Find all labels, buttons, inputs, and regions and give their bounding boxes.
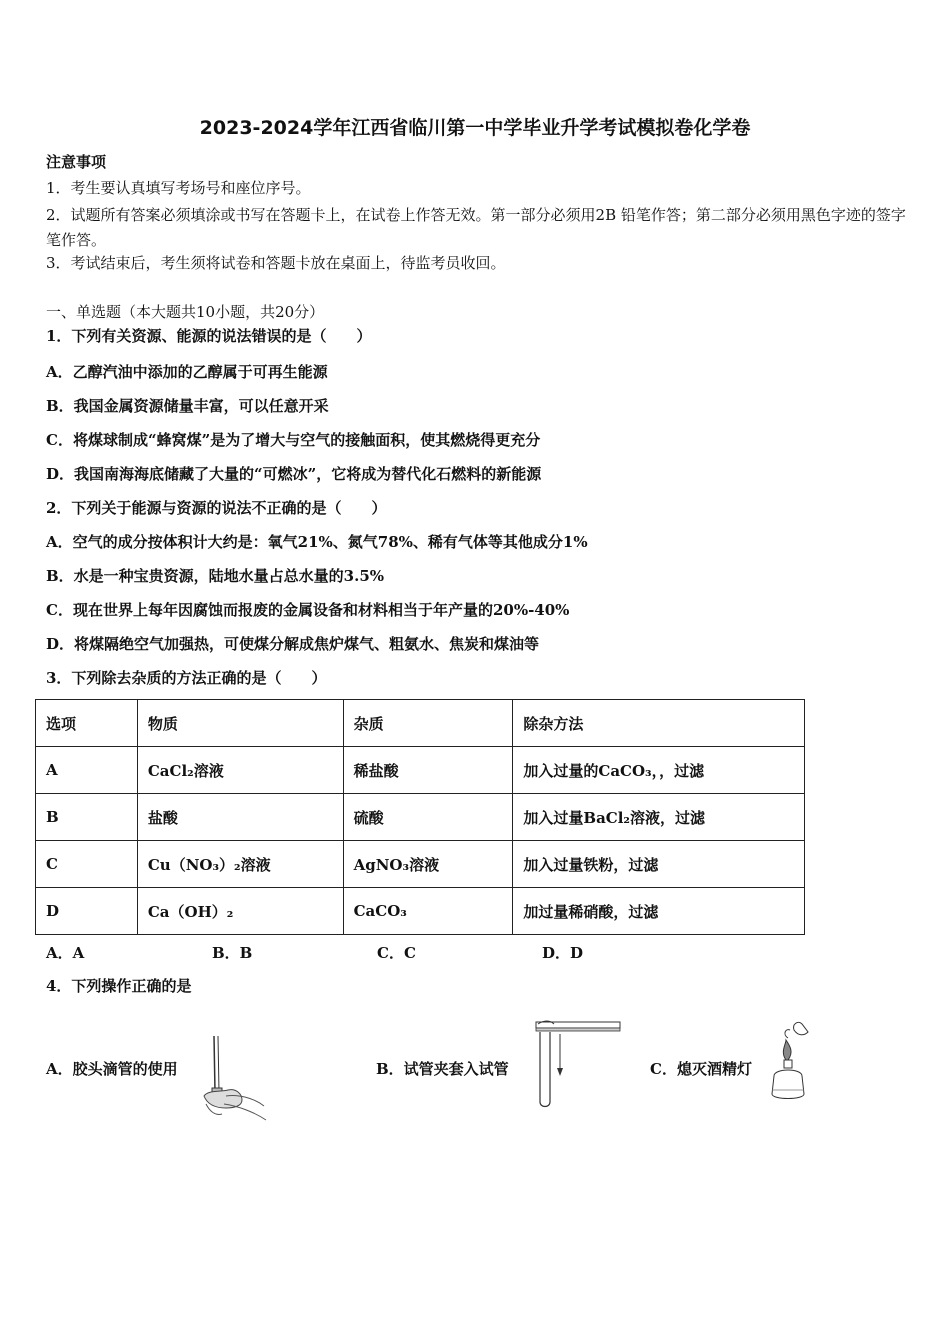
table-cell: 加入过量铁粉，过滤 bbox=[513, 841, 805, 888]
table-cell: A bbox=[36, 747, 138, 794]
table-row bbox=[36, 888, 805, 935]
test-tube-clamp-figure-icon bbox=[530, 1018, 625, 1110]
table-cell: 加入过量的CaCO₃，，过滤 bbox=[513, 747, 805, 794]
q1-option-d: D．我国南海海底储藏了大量的“可燃冰”，它将成为替代化石燃料的新能源 bbox=[46, 465, 542, 483]
section-heading: 一、单选题（本大题共10小题，共20分） bbox=[46, 303, 325, 321]
table-cell: 稀盐酸 bbox=[343, 747, 513, 794]
q2-option-d: D．将煤隔绝空气加强热，可使煤分解成焦炉煤气、粗氨水、焦炭和煤油等 bbox=[46, 635, 540, 653]
q2-option-a: A．空气的成分按体积计大约是：氧气21%、氮气78%、稀有气体等其他成分1% bbox=[46, 533, 588, 551]
q1-stem: 1．下列有关资源、能源的说法错误的是（ ） bbox=[46, 327, 372, 345]
table-cell: 加过量稀硝酸，过滤 bbox=[513, 888, 805, 935]
table-row bbox=[36, 794, 805, 841]
page-title: 2023-2024学年江西省临川第一中学毕业升学考试模拟卷化学卷 bbox=[199, 117, 751, 139]
q3-choice-a: A．A bbox=[46, 944, 85, 962]
q3-choice-c: C．C bbox=[377, 944, 416, 962]
table-row bbox=[36, 841, 805, 888]
table-cell: C bbox=[36, 841, 138, 888]
table-header-row bbox=[36, 700, 805, 747]
table-header-cell: 杂质 bbox=[343, 700, 513, 747]
q3-choice-b: B．B bbox=[212, 944, 253, 962]
q2-option-b: B．水是一种宝贵资源，陆地水量占总水量的3.5% bbox=[46, 567, 385, 585]
q4-option-b: B．试管夹套入试管 bbox=[376, 1060, 509, 1078]
table-header-cell: 物质 bbox=[137, 700, 343, 747]
q1-option-c: C．将煤球制成“蜂窝煤”是为了增大与空气的接触面积，使其燃烧得更充分 bbox=[46, 431, 541, 449]
q3-table bbox=[35, 699, 805, 935]
table-cell: D bbox=[36, 888, 138, 935]
dropper-figure-icon bbox=[198, 1034, 270, 1124]
table-header-cell: 选项 bbox=[36, 700, 138, 747]
table-header-cell: 除杂方法 bbox=[513, 700, 805, 747]
notice-heading: 注意事项 bbox=[46, 153, 107, 171]
q3-choice-d: D．D bbox=[542, 944, 584, 962]
table-cell: 硫酸 bbox=[343, 794, 513, 841]
table-cell: 加入过量BaCl₂溶液，过滤 bbox=[513, 794, 805, 841]
table-cell: AgNO₃溶液 bbox=[343, 841, 513, 888]
q1-option-a: A．乙醇汽油中添加的乙醇属于可再生能源 bbox=[46, 363, 328, 381]
table-row bbox=[36, 747, 805, 794]
q4-stem: 4．下列操作正确的是 bbox=[46, 977, 192, 995]
q2-stem: 2．下列关于能源与资源的说法不正确的是（ ） bbox=[46, 499, 387, 517]
q2-option-c: C．现在世界上每年因腐蚀而报废的金属设备和材料相当于年产量的20%-40% bbox=[46, 601, 570, 619]
table-cell: B bbox=[36, 794, 138, 841]
table-cell: Ca（OH）₂ bbox=[137, 888, 343, 935]
q3-stem: 3．下列除去杂质的方法正确的是（ ） bbox=[46, 669, 327, 687]
table-cell: Cu（NO₃）₂溶液 bbox=[137, 841, 343, 888]
q1-option-b: B．我国金属资源储量丰富，可以任意开采 bbox=[46, 397, 329, 415]
notice-item-1: 1．考生要认真填写考场号和座位序号。 bbox=[46, 179, 311, 197]
notice-item-2: 2．试题所有答案必须填涂或书写在答题卡上，在试卷上作答无效。第一部分必须用2B 铅笔作答；第二部分必须用黑色字迹的签字笔作答。 bbox=[46, 206, 906, 249]
q4-option-c: C．熄灭酒精灯 bbox=[650, 1060, 752, 1078]
notice-item-3: 3．考试结束后，考生须将试卷和答题卡放在桌面上，待监考员收回。 bbox=[46, 254, 506, 272]
q4-option-a: A．胶头滴管的使用 bbox=[46, 1060, 178, 1078]
table-cell: CaCl₂溶液 bbox=[137, 747, 343, 794]
alcohol-lamp-figure-icon bbox=[768, 1018, 816, 1102]
table-cell: CaCO₃ bbox=[343, 888, 513, 935]
table-cell: 盐酸 bbox=[137, 794, 343, 841]
